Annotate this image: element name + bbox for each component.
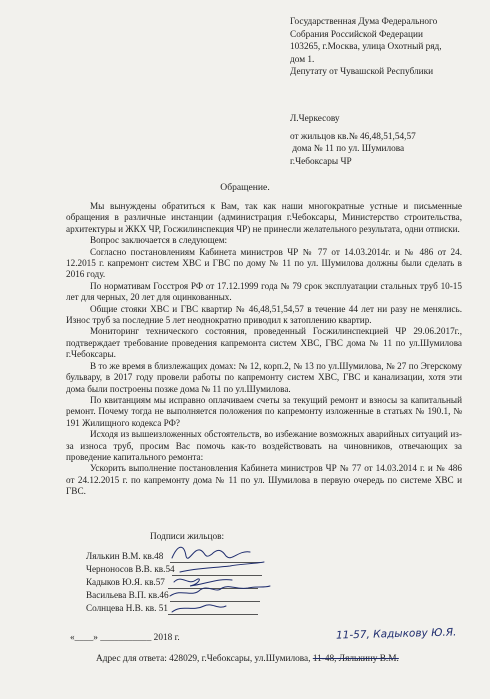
date-line: «____» ___________ 2018 г. — [70, 633, 180, 643]
body-paragraph: В то же время в близлежащих домах: № 12, корп.2, № 13 по ул.Шумилова, № 27 по Эгерскому бульвару, в 2017 году провели работы по капремонту систем ХВС, ГВС и канализации, хотя эти дома были построены позже дома № 11 по ул.Шумилова. — [66, 360, 462, 394]
body-paragraph: Вопрос заключается в следующем: — [90, 235, 228, 246]
sender-block — [290, 131, 416, 168]
signatures-title: Подписи жильцов: — [150, 532, 225, 542]
body-paragraph: По нормативам Госстроя РФ от 17.12.1999 года № 79 срок эксплуатации стальных труб 10-15 лет для черных, 20 лет для оцинкованных. — [66, 280, 462, 303]
handwritten-note: 11-57, Кадыкову Ю.Я. — [335, 626, 457, 642]
sender-line: от жильцов кв.№ 46,48,51,54,57 — [290, 132, 416, 142]
body-paragraph: Мониторинг технического состояния, проведенный Госжилинспекцией ЧР 29.06.2017г., подтверждает требование проведения капремонта систем ХВС, ГВС дома № 11 по ул.Шумилова г.Чебоксары. — [66, 326, 462, 360]
body-paragraph: Согласно постановлениям Кабинета министров ЧР № 77 от 14.03.2014г. и № 486 от 24. 12.2015 г. капремонт систем ХВС и ГВС по дому № 11 по ул. Шумилова должны были сделать в 2016 году. — [66, 246, 462, 280]
signature-scribble — [172, 605, 226, 612]
signature-resident: Солнцева Н.В. кв. 51 — [86, 603, 168, 613]
signature-resident: Лялькин В.М. кв.48 — [86, 551, 164, 561]
signature-resident: Кадыков Ю.Я. кв.57 — [86, 577, 165, 587]
signatures-scribble — [160, 538, 280, 620]
body-paragraph: По квитанциям мы исправно оплачиваем счеты за текущий ремонт и взносы за капитальный ремонт. Почему тогда не выполняется положения по капремонту изложенные в статьях № 190.1, № 191 Жилищного кодекса РФ? — [66, 394, 462, 428]
signature-scribble — [180, 562, 264, 572]
signature-scribble — [174, 579, 232, 586]
document-body — [66, 201, 462, 498]
signature-scribble — [172, 547, 250, 558]
body-paragraph: Исходя из вышеизложенных обстоятельств, во избежание возможных аварийных ситуаций из-за износа труб, просим Вас помочь как-то воздействовать на чиновников, отвечающих за проведение капитального ремонта: — [66, 429, 462, 462]
return-address-struck: 11-48, Лялькину В.М. — [312, 654, 399, 664]
signature-scribble — [170, 586, 270, 596]
addressee-line: Собрания Российской Федерации — [290, 29, 423, 40]
addressee-line: 103265, г.Москва, улица Охотный ряд, — [290, 42, 442, 53]
signature-resident: Черноносов В.В. кв.54 — [86, 564, 175, 574]
signature-resident: Васильева В.П. кв.46 — [86, 590, 169, 600]
return-address — [96, 654, 399, 664]
addressee-block — [290, 16, 480, 79]
body-paragraph: Мы вынуждены обратиться к Вам, так как наши многократные устные и письменные обращения в различные инстанции (администрация г.Чебоксары, Министерство строительства, архитектуры и ЖКХ ЧР, Госжилинспекция ЧР) не принесли желательного результата, одни отписки. — [66, 201, 462, 234]
addressee-line: Депутату от Чувашской Республики — [290, 67, 434, 78]
addressee-line: Государственная Дума Федерального — [290, 17, 438, 27]
recipient-name: Л.Черкесову — [290, 114, 340, 124]
sender-line: дома № 11 по ул. Шумилова — [290, 144, 405, 155]
body-paragraph: Общие стояки ХВС и ГВС квартир № 46,48,51,54,57 в течение 44 лет ни разу не менялись. Износ труб за последние 5 лет неоднократно приводил к затоплению квартир. — [66, 303, 462, 326]
body-paragraph: Ускорить выполнение постановления Кабинета министров ЧР № 77 от 14.03.2014 г. и № 486 от 24.12.2015 г. по капремонту дома № 11 по ул. Шумилова в первую очередь по системе ХВС и ГВС. — [66, 463, 462, 497]
document-title: Обращение. — [220, 182, 270, 193]
return-address-label: Адрес для ответа: 428029, г.Чебоксары, ул.Шумилова, — [96, 654, 311, 664]
sender-line: г.Чебоксары ЧР — [290, 156, 352, 167]
addressee-line: дом 1. — [290, 54, 315, 65]
